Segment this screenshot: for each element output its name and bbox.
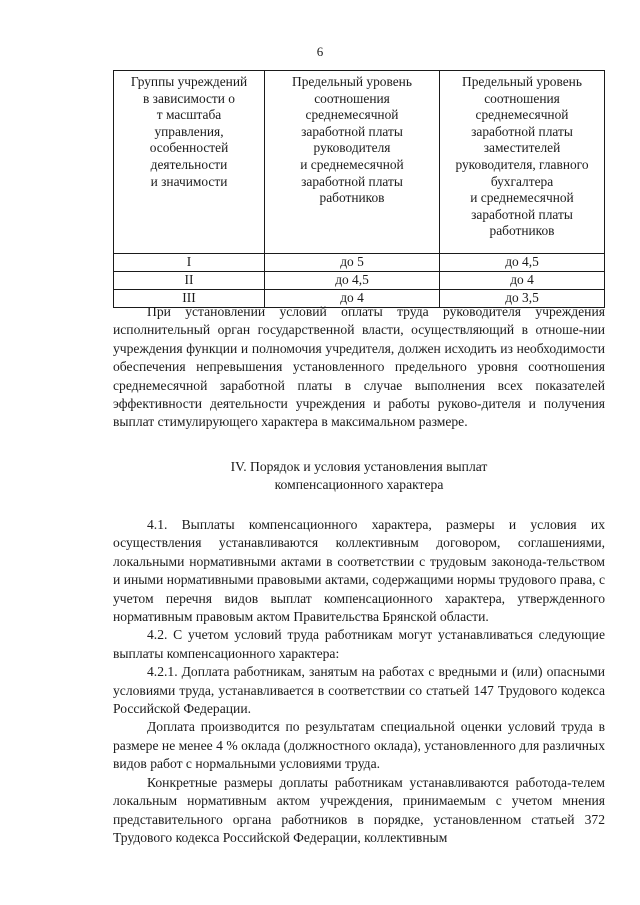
paragraph-4-1: 4.1. Выплаты компенсационного характера, размеры и условия их осуществления устанавливаются коллективным договором, соглашениями, локальными нормативными актами в соответствии с трудовым законода-тельством и иными нормативными правовыми актами, содержащими нормы трудового права, с учетом перечня видов выплат компенсационного характера, утвержденного нормативным правовым актом Правительства Брянской области.	[113, 517, 605, 625]
paragraph-4-2-1: 4.2.1. Доплата работникам, занятым на работах с вредными и (или) опасными условиями труда, устанавливается в соответствии со статьей 147 Трудового кодекса Российской Федерации.	[113, 664, 605, 717]
table-row	[114, 254, 605, 272]
table-cell-director: до 4,5	[265, 272, 440, 290]
table-header-row	[114, 71, 605, 254]
table-cell-group: II	[114, 272, 265, 290]
section-4-text	[113, 516, 605, 847]
header-director-ratio: Предельный уровень соотношения среднемесячной заработной платы руководителя и среднемесячной заработной платы работников	[265, 71, 440, 254]
table-cell-group: I	[114, 254, 265, 272]
post-table-text	[113, 303, 605, 432]
section-heading	[113, 458, 605, 495]
header-institution-groups: Группы учреждений в зависимости о т масштаба управления, особенностей деятельности и значимости	[114, 71, 265, 254]
section-heading-line-2: компенсационного характера	[274, 477, 444, 493]
table-cell-deputy: до 3,5	[440, 290, 605, 308]
salary-ratio-table	[113, 70, 605, 308]
table-cell-deputy: до 4	[440, 272, 605, 290]
page-number: 6	[316, 44, 324, 59]
table-cell-director: до 4	[265, 290, 440, 308]
header-deputy-ratio: Предельный уровень соотношения среднемесячной заработной платы заместителей руководителя, главного бухгалтера и среднемесячной заработной платы работников	[440, 71, 605, 254]
table-row	[114, 272, 605, 290]
paragraph-payment-amounts: Конкретные размеры доплаты работникам устанавливаются работода-телем локальным нормативным актом учреждения, принимаемым с учетом мнения представительного органа работников в порядке, установленном статьей 372 Трудового кодекса Российской Федерации, коллективным	[113, 774, 605, 845]
paragraph-payment-basis: Доплата производится по результатам специальной оценки условий труда в размере не менее 4 % оклада (должностного оклада), установленного для различных видов работ с нормальными условиями труда.	[113, 719, 605, 772]
table-cell-group: III	[114, 290, 265, 308]
paragraph: При установлении условий оплаты труда руководителя учреждения исполнительный орган государственной власти, осуществляющий в отноше-нии учреждения функции и полномочия учредителя, должен исходить из необходимости обеспечения непревышения установленного предельного уровня соотношения среднемесячной заработной платы в случае выполнения всех показателей эффективности деятельности учреждения и работы руково-дителя и получения выплат стимулирующего характера в максимальном размере.	[113, 304, 605, 430]
table-cell-director: до 5	[265, 254, 440, 272]
section-heading-line-1: IV. Порядок и условия установления выплат	[230, 459, 488, 474]
table-cell-deputy: до 4,5	[440, 254, 605, 272]
paragraph-4-2: 4.2. С учетом условий труда работникам могут устанавливаться следующие выплаты компенсационного характера:	[113, 627, 605, 661]
